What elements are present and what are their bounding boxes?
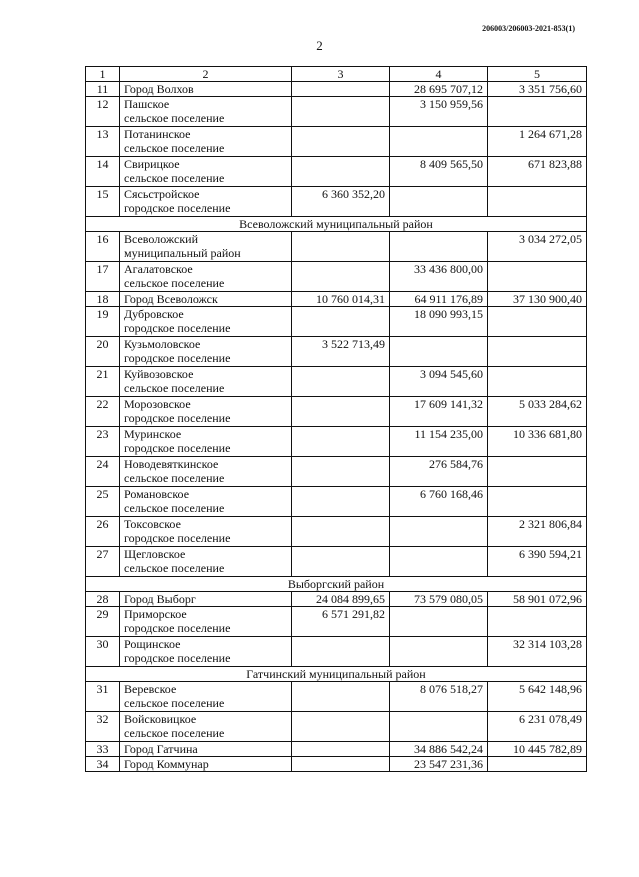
amount-col3 [292, 127, 390, 157]
name-line: сельское поселение [124, 171, 225, 185]
table-row [86, 682, 587, 712]
amount-col4 [390, 337, 488, 367]
name-line: сельское поселение [124, 471, 225, 485]
page-number: 2 [316, 38, 323, 53]
row-number: 18 [86, 292, 120, 307]
header-row [86, 67, 587, 82]
amount-col3 [292, 262, 390, 292]
name-line: городское поселение [124, 321, 231, 335]
section-title: Всеволожский муниципальный район [86, 217, 587, 232]
municipality-name [120, 712, 292, 742]
name-line: сельское поселение [124, 111, 225, 125]
amount-col5: 6 231 078,49 [488, 712, 587, 742]
table-row [86, 187, 587, 217]
amount-col3 [292, 307, 390, 337]
row-number: 21 [86, 367, 120, 397]
municipality-name [120, 547, 292, 577]
table-row [86, 337, 587, 367]
amount-col5 [488, 187, 587, 217]
amount-col4: 8 076 518,27 [390, 682, 488, 712]
name-line: сельское поселение [124, 696, 225, 710]
municipality-name [120, 592, 292, 607]
row-number: 26 [86, 517, 120, 547]
column-header: 5 [488, 67, 587, 82]
name-line: сельское поселение [124, 561, 225, 575]
name-line: Город Выборг [124, 592, 196, 606]
amount-col3 [292, 487, 390, 517]
allocation-table [85, 66, 587, 772]
name-line: сельское поселение [124, 276, 225, 290]
table-row [86, 127, 587, 157]
row-number: 34 [86, 757, 120, 772]
name-line: Агалатовское [124, 262, 193, 276]
municipality-name [120, 742, 292, 757]
municipality-name [120, 97, 292, 127]
municipality-name [120, 517, 292, 547]
name-line: Всеволожский [124, 232, 198, 246]
table-row [86, 262, 587, 292]
name-line: городское поселение [124, 441, 231, 455]
table-row [86, 487, 587, 517]
amount-col4: 6 760 168,46 [390, 487, 488, 517]
municipality-name [120, 457, 292, 487]
amount-col3 [292, 157, 390, 187]
amount-col4 [390, 607, 488, 637]
table-row [86, 367, 587, 397]
amount-col4: 8 409 565,50 [390, 157, 488, 187]
name-line: Дубровское [124, 307, 184, 321]
name-line: Сясьстройское [124, 187, 200, 201]
amount-col3 [292, 427, 390, 457]
amount-col5: 5 642 148,96 [488, 682, 587, 712]
row-number: 25 [86, 487, 120, 517]
amount-col4: 17 609 141,32 [390, 397, 488, 427]
section-title: Выборгский район [86, 577, 587, 592]
municipality-name [120, 682, 292, 712]
row-number: 30 [86, 637, 120, 667]
column-header: 1 [86, 67, 120, 82]
municipality-name [120, 82, 292, 97]
name-line: Город Коммунар [124, 757, 209, 771]
amount-col4 [390, 712, 488, 742]
municipality-name [120, 292, 292, 307]
amount-col3 [292, 367, 390, 397]
amount-col5 [488, 367, 587, 397]
amount-col3 [292, 637, 390, 667]
amount-col4: 28 695 707,12 [390, 82, 488, 97]
amount-col4: 18 090 993,15 [390, 307, 488, 337]
name-line: городское поселение [124, 201, 231, 215]
section-title: Гатчинский муниципальный район [86, 667, 587, 682]
section-row [86, 667, 587, 682]
row-number: 17 [86, 262, 120, 292]
amount-col5 [488, 607, 587, 637]
name-line: городское поселение [124, 621, 231, 635]
amount-col5: 5 033 284,62 [488, 397, 587, 427]
amount-col4: 3 150 959,56 [390, 97, 488, 127]
amount-col4: 276 584,76 [390, 457, 488, 487]
column-header: 3 [292, 67, 390, 82]
name-line: Город Всеволожск [124, 292, 218, 306]
name-line: Муринское [124, 427, 182, 441]
municipality-name [120, 397, 292, 427]
table-body [86, 67, 587, 772]
amount-col5: 10 336 681,80 [488, 427, 587, 457]
amount-col3: 24 084 899,65 [292, 592, 390, 607]
amount-col5: 2 321 806,84 [488, 517, 587, 547]
row-number: 28 [86, 592, 120, 607]
amount-col5 [488, 487, 587, 517]
name-line: городское поселение [124, 411, 231, 425]
name-line: Морозовское [124, 397, 191, 411]
name-line: Приморское [124, 607, 187, 621]
amount-col3 [292, 757, 390, 772]
amount-col3 [292, 517, 390, 547]
amount-col5: 3 351 756,60 [488, 82, 587, 97]
table-row [86, 637, 587, 667]
table-row [86, 517, 587, 547]
amount-col5 [488, 757, 587, 772]
row-number: 15 [86, 187, 120, 217]
municipality-name [120, 757, 292, 772]
amount-col4 [390, 127, 488, 157]
amount-col5: 671 823,88 [488, 157, 587, 187]
name-line: Щегловское [124, 547, 186, 561]
name-line: Пашское [124, 97, 170, 111]
amount-col5: 6 390 594,21 [488, 547, 587, 577]
row-number: 31 [86, 682, 120, 712]
amount-col4: 73 579 080,05 [390, 592, 488, 607]
name-line: Войсковицкое [124, 712, 197, 726]
amount-col3 [292, 712, 390, 742]
amount-col4 [390, 187, 488, 217]
municipality-name [120, 262, 292, 292]
name-line: Рощинское [124, 637, 181, 651]
name-line: Кузьмоловское [124, 337, 201, 351]
amount-col5 [488, 457, 587, 487]
amount-col3 [292, 682, 390, 712]
column-header: 4 [390, 67, 488, 82]
table-row [86, 82, 587, 97]
row-number: 14 [86, 157, 120, 187]
name-line: Город Гатчина [124, 742, 198, 756]
amount-col5 [488, 307, 587, 337]
name-line: Романовское [124, 487, 190, 501]
amount-col3 [292, 232, 390, 262]
amount-col4: 11 154 235,00 [390, 427, 488, 457]
name-line: сельское поселение [124, 501, 225, 515]
table-row [86, 397, 587, 427]
name-line: муниципальный район [124, 246, 241, 260]
amount-col3 [292, 397, 390, 427]
amount-col4: 64 911 176,89 [390, 292, 488, 307]
amount-col4 [390, 547, 488, 577]
section-row [86, 217, 587, 232]
amount-col3 [292, 547, 390, 577]
name-line: Веревское [124, 682, 177, 696]
municipality-name [120, 607, 292, 637]
table-row [86, 742, 587, 757]
table-row [86, 292, 587, 307]
row-number: 12 [86, 97, 120, 127]
amount-col4 [390, 517, 488, 547]
amount-col5 [488, 97, 587, 127]
municipality-name [120, 487, 292, 517]
amount-col4 [390, 232, 488, 262]
table-row [86, 547, 587, 577]
municipality-name [120, 157, 292, 187]
row-number: 19 [86, 307, 120, 337]
table-row [86, 592, 587, 607]
municipality-name [120, 637, 292, 667]
name-line: городское поселение [124, 351, 231, 365]
row-number: 22 [86, 397, 120, 427]
name-line: Токсовское [124, 517, 181, 531]
name-line: Новодевяткинское [124, 457, 219, 471]
row-number: 20 [86, 337, 120, 367]
row-number: 16 [86, 232, 120, 262]
amount-col5: 1 264 671,28 [488, 127, 587, 157]
amount-col3 [292, 97, 390, 127]
column-header: 2 [120, 67, 292, 82]
row-number: 27 [86, 547, 120, 577]
municipality-name [120, 307, 292, 337]
table-row [86, 97, 587, 127]
table-row [86, 457, 587, 487]
name-line: сельское поселение [124, 381, 225, 395]
name-line: городское поселение [124, 651, 231, 665]
name-line: сельское поселение [124, 726, 225, 740]
name-line: Свирицкое [124, 157, 180, 171]
document-code: 206003/206003-2021-853(1) [482, 24, 575, 33]
row-number: 11 [86, 82, 120, 97]
section-row [86, 577, 587, 592]
municipality-name [120, 187, 292, 217]
name-line: Город Волхов [124, 82, 194, 96]
municipality-name [120, 367, 292, 397]
row-number: 29 [86, 607, 120, 637]
table-row [86, 307, 587, 337]
amount-col3 [292, 457, 390, 487]
amount-col3: 10 760 014,31 [292, 292, 390, 307]
row-number: 13 [86, 127, 120, 157]
table-row [86, 232, 587, 262]
amount-col4 [390, 637, 488, 667]
row-number: 33 [86, 742, 120, 757]
amount-col5: 3 034 272,05 [488, 232, 587, 262]
municipality-name [120, 232, 292, 262]
table-row [86, 757, 587, 772]
amount-col5: 10 445 782,89 [488, 742, 587, 757]
name-line: городское поселение [124, 531, 231, 545]
row-number: 24 [86, 457, 120, 487]
amount-col5 [488, 262, 587, 292]
name-line: Потанинское [124, 127, 191, 141]
table-row [86, 712, 587, 742]
amount-col5: 37 130 900,40 [488, 292, 587, 307]
amount-col5: 58 901 072,96 [488, 592, 587, 607]
amount-col4: 34 886 542,24 [390, 742, 488, 757]
amount-col4: 23 547 231,36 [390, 757, 488, 772]
row-number: 23 [86, 427, 120, 457]
table-row [86, 157, 587, 187]
row-number: 32 [86, 712, 120, 742]
amount-col5 [488, 337, 587, 367]
municipality-name [120, 337, 292, 367]
table-row [86, 607, 587, 637]
amount-col4: 33 436 800,00 [390, 262, 488, 292]
amount-col3: 3 522 713,49 [292, 337, 390, 367]
amount-col3 [292, 82, 390, 97]
amount-col3: 6 571 291,82 [292, 607, 390, 637]
name-line: сельское поселение [124, 141, 225, 155]
name-line: Куйвозовское [124, 367, 194, 381]
amount-col5: 32 314 103,28 [488, 637, 587, 667]
municipality-name [120, 427, 292, 457]
municipality-name [120, 127, 292, 157]
amount-col3 [292, 742, 390, 757]
amount-col4: 3 094 545,60 [390, 367, 488, 397]
table-row [86, 427, 587, 457]
amount-col3: 6 360 352,20 [292, 187, 390, 217]
